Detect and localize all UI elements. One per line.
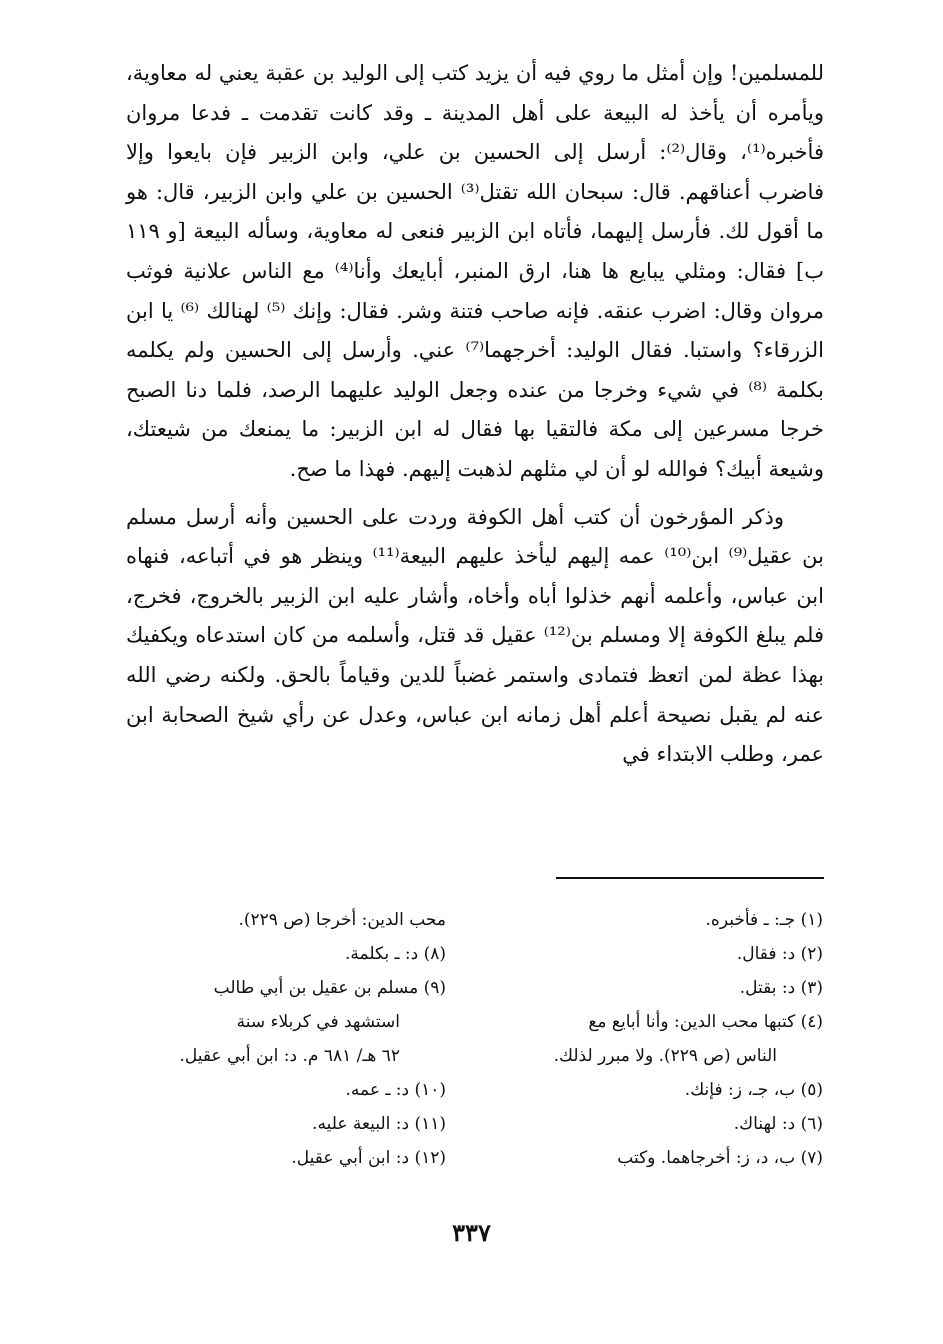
body-paragraph: وذكر المؤرخون أن كتب أهل الكوفة وردت على الحسين وأنه أرسل مسلم بن عقيل⁽⁹⁾ ابن⁽¹⁰⁾ عمه إليهم ليأخذ عليهم البيعة⁽¹¹⁾ وينظر هو في أتباعه، فنهاه ابن عباس، وأعلمه أنهم خذلوا أباه وأخاه، وأشار عليه ابن الزبير بالخروج، فخرج، فلم يبلغ الكوفة إلا ومسلم بن⁽¹²⁾ عقيل قد قتل، وأسلمه من كان استدعاه ويكفيك بهذا عظة لمن اتعظ فتمادى واستمر غضباً للدين وقياماً بالحق. ولكنه رضي الله عنه لم يقبل نصيحة أعلم أهل زمانه ابن عباس، وعدل عن رأي شيخ الصحابة ابن عمر، وطلب الابتداء في	[126, 504, 825, 767]
footnote: (٩) مسلم بن عقيل بن أبي طالب	[213, 978, 446, 998]
footnote: (٢) د: فقال.	[736, 944, 823, 964]
footnote: (٣) د: بقتل.	[739, 978, 823, 998]
main-text	[126, 54, 824, 775]
footnote-continuation: الناس (ص ٢٢٩). ولا مبرر لذلك.	[553, 1046, 777, 1066]
footnote: (١٠) د: ـ عمه.	[345, 1080, 446, 1100]
footnote: (٧) ب، د، ز: أخرجاهما. وكتب	[617, 1148, 823, 1168]
footnotes-right-column	[498, 903, 823, 1175]
footnote: (٥) ب، جـ، ز: فإنك.	[684, 1080, 823, 1100]
footnote-continuation: محب الدين: أخرجا (ص ٢٢٩).	[238, 910, 446, 930]
footnote-continuation: ٦٢ هـ/ ٦٨١ م. د: ابن أبي عقيل.	[179, 1046, 400, 1066]
body-paragraph: للمسلمين! وإن أمثل ما روي فيه أن يزيد كتب إلى الوليد بن عقبة يعني له معاوية، ويأمره أن يأخذ له البيعة على أهل المدينة ـ وقد كانت تقدمت ـ فدعا مروان فأخبره⁽¹⁾، وقال⁽²⁾: أرسل إلى الحسين بن علي، وابن الزبير فإن بايعوا وإلا فاضرب أعناقهم. قال: سبحان الله تقتل⁽³⁾ الحسين بن علي وابن الزبير، قال: هو ما أقول لك. فأرسل إليهما، فأتاه ابن الزبير فنعى له معاوية، وسأله البيعة [و ١١٩ ب] فقال: ومثلي يبايع ها هنا، ارق المنبر، أبايعك وأنا⁽⁴⁾ مع الناس علانية فوثب مروان وقال: اضرب عنقه. فإنه صاحب فتنة وشر. فقال: وإنك ⁽⁵⁾ لهنالك ⁽⁶⁾ يا ابن الزرقاء؟ واستبا. فقال الوليد: أخرجهما⁽⁷⁾ عني. وأرسل إلى الحسين ولم يكلمه بكلمة ⁽⁸⁾ في شيء وخرجا من عنده وجعل الوليد عليهما الرصد، فلما دنا الصبح خرجا مسرعين إلى مكة فالتقيا بها فقال له ابن الزبير: ما يمنعك من شيعتك، وشيعة أبيك؟ فوالله لو أن لي مثلهم لذهبت إليهم. فهذا ما صح.	[126, 61, 824, 481]
footnote: (١١) د: البيعة عليه.	[312, 1114, 446, 1134]
page-number: ٣٣٧	[452, 1218, 491, 1247]
footnote: (٦) د: لهناك.	[733, 1114, 823, 1134]
footnotes-left-column	[121, 903, 446, 1175]
footnote: (١٢) د: ابن أبي عقيل.	[291, 1148, 446, 1168]
footnote: (١) جـ: ـ فأخبره.	[705, 910, 823, 930]
footnote-continuation: استشهد في كربلاء سنة	[236, 1012, 400, 1032]
footnote: (٤) كتبها محب الدين: وأنا أبايع مع	[588, 1012, 823, 1032]
footnote-separator	[556, 877, 824, 879]
footnote: (٨) د: ـ بكلمة.	[345, 944, 446, 964]
